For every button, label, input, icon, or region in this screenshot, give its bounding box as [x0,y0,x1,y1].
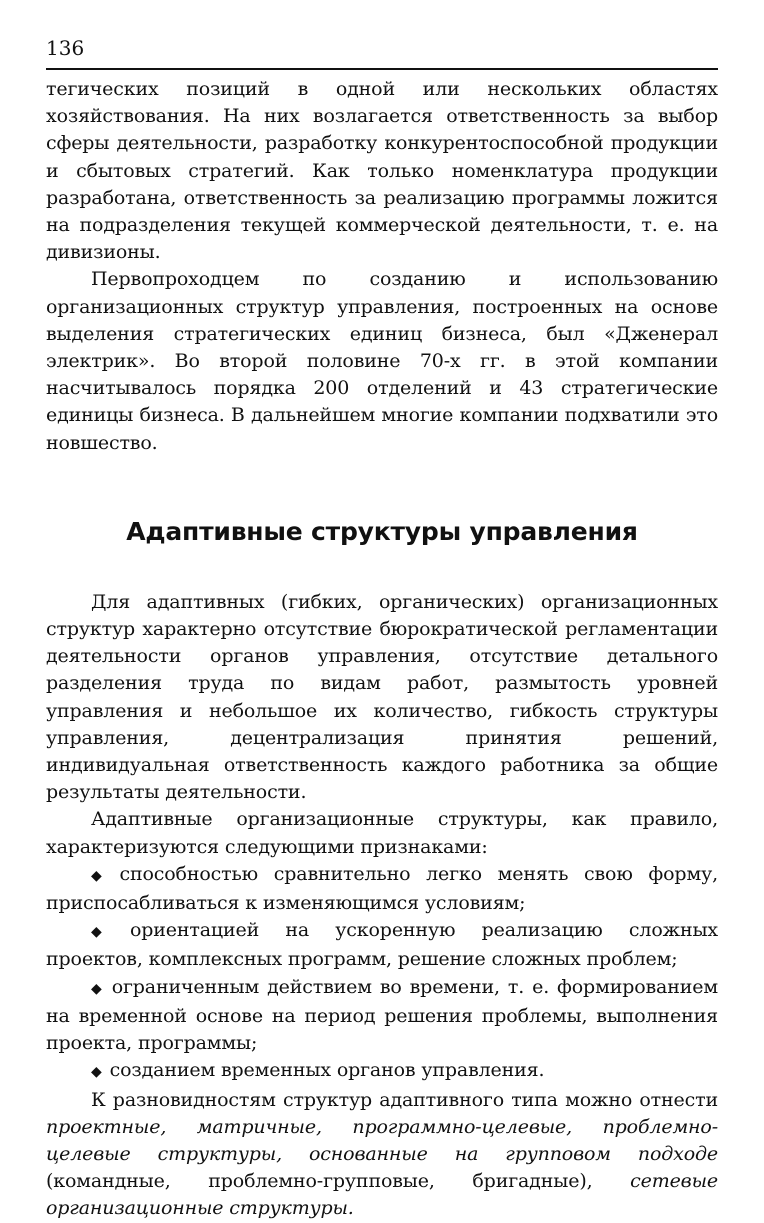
paragraph-list-intro: Адаптивные организационные структуры, как правило, характеризуются следующими признаками: [46,808,718,858]
paragraph-adaptive-types [46,1087,718,1223]
header-rule [46,68,718,70]
list-item-text: способностью сравнительно легко менять свою форму, приспосабливаться к изменяющимся условиям; [46,862,718,915]
types-italic-2: сетевые организационные структуры. [46,1170,718,1220]
paragraph-continuation: тегических позиций в одной или нескольких областях хозяйствования. На них возлагается ответственность за выбор сферы деятельности, разработку конкурентоспособной продукции и сбытовых стратегий. Как только номенклатура продукции разработана, ответственность за реализацию программы ложится на подразделения текущей коммерческой деятельности, т. е. на дивизионы. [46,78,718,264]
list-item [46,1057,718,1086]
types-italic-1: проектные, матричные, программно-целевые, проблемно-целевые структуры, основанные на групповом подходе [46,1115,718,1165]
diamond-bullet-icon: ◆ [91,1064,102,1081]
paragraph-general-electric: Первопроходцем по созданию и использованию организационных структур управления, построенных на основе выделения стратегических единиц бизнеса, был «Дженерал электрик». Во второй половине 70-х гг. в этой компании насчитывалось порядка 200 отделений и 43 стратегические единицы бизнеса. В дальнейшем многие компании подхватили это новшество. [46,268,718,454]
paragraph-adaptive-intro: Для адаптивных (гибких, органических) организационных структур характерно отсутствие бюрократической регламентации деятельности органов управления, отсутствие детального разделения труда по видам работ, размытость уровней управления и небольшое их количество, гибкость структуры управления, децентрализация принятия решений, индивидуальная ответственность каждого работника за общие результаты деятельности. [46,590,718,804]
list-item-text: ориентацией на ускоренную реализацию сложных проектов, комплексных программ, решение сложных проблем; [46,919,718,971]
section-heading: Адаптивные структуры управления [126,516,638,546]
list-item-text: ограниченным действием во времени, т. е. формированием на временной основе на период решения проблемы, выполнения проекта, программы; [46,975,718,1055]
list-item [46,861,718,917]
list-item-text: созданием временных органов управления. [109,1059,545,1082]
types-middle-text: (командные, проблемно-групповые, бригадные), [46,1170,593,1193]
types-lead-text: К разновидностям структур адаптивного типа можно отнести [91,1088,718,1111]
list-item [46,974,718,1058]
book-page [46,36,718,1223]
diamond-bullet-icon: ◆ [91,867,112,884]
list-item [46,917,718,973]
page-number: 136 [46,36,85,60]
diamond-bullet-icon: ◆ [91,980,104,997]
diamond-bullet-icon: ◆ [91,924,122,941]
